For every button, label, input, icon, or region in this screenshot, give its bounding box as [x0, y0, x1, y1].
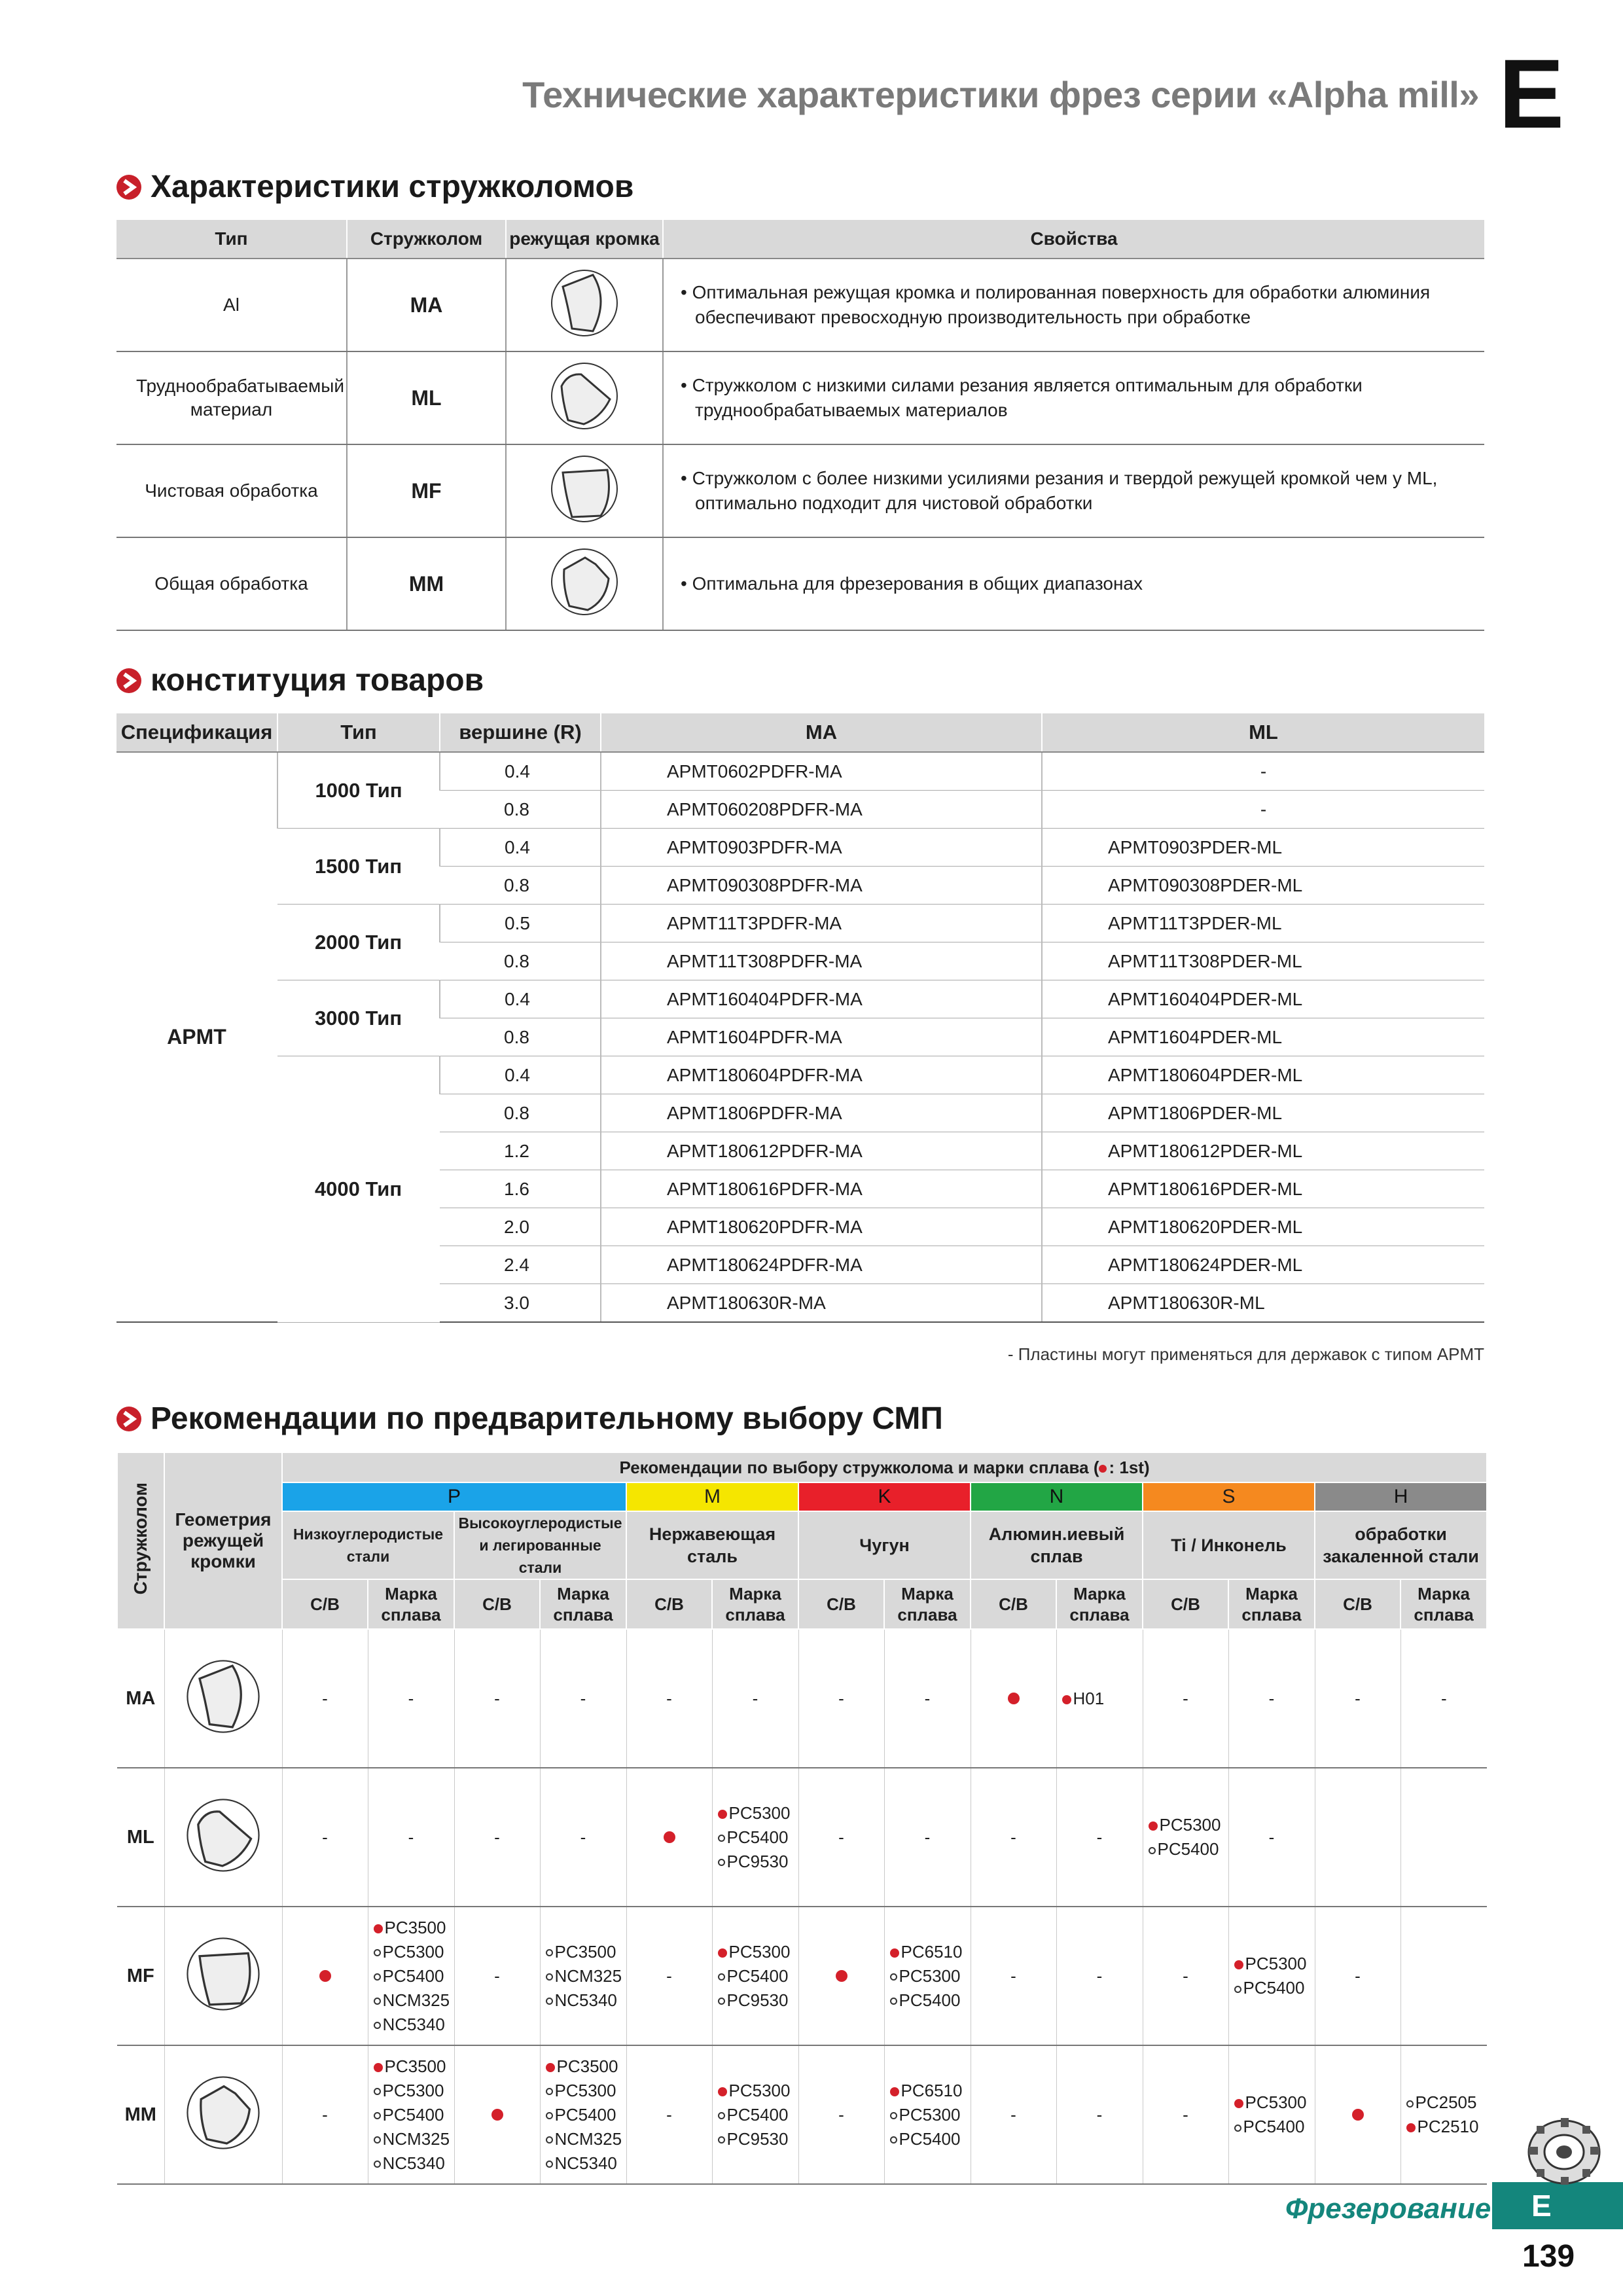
first-choice-dot-icon	[1234, 1960, 1243, 1969]
ma-code-cell: APMT180604PDFR-MA	[601, 1056, 1042, 1094]
chipbreaker-table	[116, 220, 1484, 631]
value-cell: -	[1056, 1907, 1143, 2045]
col-header-ma: MA	[601, 713, 1042, 752]
code-cell: MM	[347, 537, 506, 630]
table-row	[116, 980, 1484, 1018]
type-cell: 4000 Тип	[277, 1056, 440, 1323]
second-choice-ring-icon	[546, 2088, 553, 2095]
table-row	[116, 752, 1484, 791]
value-cell: -	[1143, 2045, 1228, 2184]
ml-code-cell: APMT11T3PDER-ML	[1042, 905, 1484, 942]
grade-cell	[884, 1907, 971, 2045]
properties-cell: • Стружколом с более низкими усилиями резания и твердой режущей кромкой чем у ML, оптимально подходит для чистовой обработки	[663, 444, 1484, 537]
footer-chapter-tab[interactable]: E	[1492, 2182, 1623, 2229]
grade-label: PC5400	[726, 1827, 789, 1847]
col-header-properties: Свойства	[663, 220, 1484, 259]
header-main: Рекомендации по выбору стружколома и марки сплава ( : 1st)	[282, 1452, 1487, 1482]
grade-label: PC5400	[726, 2104, 789, 2125]
grade-label: NCM325	[554, 1965, 622, 1986]
table-row	[116, 444, 1484, 537]
sub-header-grade: Марка сплава	[884, 1579, 971, 1629]
grade-label: H01	[1073, 1688, 1105, 1708]
material-header: Высокоуглеродистые и легированные стали	[454, 1511, 626, 1579]
table-row	[116, 259, 1484, 351]
second-choice-ring-icon	[890, 1998, 897, 2005]
grade-label: NCM325	[382, 2128, 450, 2149]
second-choice-ring-icon	[1234, 2125, 1241, 2132]
second-choice-ring-icon	[718, 1859, 725, 1866]
table-row	[116, 351, 1484, 444]
grade-cell	[368, 1907, 454, 2045]
col-header-cutting-edge: режущая кромка	[506, 220, 663, 259]
table-row	[116, 829, 1484, 867]
ml-code-cell: APMT090308PDER-ML	[1042, 867, 1484, 905]
grade-label: NC5340	[382, 2153, 445, 2173]
page-title: Технические характеристики фрез серии «Alpha mill»	[522, 74, 1479, 115]
type-cell: Труднообрабатываемый материал	[116, 351, 347, 444]
ma-code-cell: APMT060208PDFR-MA	[601, 791, 1042, 829]
grade-label: PC9530	[726, 2128, 789, 2149]
grade-label: PC5300	[728, 2080, 791, 2100]
first-choice-dot-icon	[1099, 1465, 1107, 1473]
value-cell: -	[1056, 2045, 1143, 2184]
second-choice-ring-icon	[1234, 1986, 1241, 1993]
second-choice-ring-icon	[718, 2112, 725, 2119]
code-cell: MA	[347, 259, 506, 351]
sub-header-cb: C/B	[1315, 1579, 1400, 1629]
second-choice-ring-icon	[374, 2161, 381, 2168]
value-cell: -	[798, 1629, 884, 1768]
value-cell: -	[971, 2045, 1056, 2184]
grade-label: PC3500	[556, 2056, 618, 2076]
ml-code-cell: -	[1042, 791, 1484, 829]
edge-mf-icon	[164, 1907, 282, 2045]
ml-code-cell: -	[1042, 752, 1484, 791]
ma-code-cell: APMT180616PDFR-MA	[601, 1170, 1042, 1208]
radius-cell: 0.8	[440, 942, 601, 980]
grade-label: NC5340	[382, 2014, 445, 2034]
edge-ml-icon	[164, 1768, 282, 1907]
material-header: обработки закаленной стали	[1315, 1511, 1487, 1579]
grade-cell	[540, 2045, 626, 2184]
grade-label: PC9530	[726, 1851, 789, 1871]
grade-cell	[1228, 2045, 1315, 2184]
value-cell: -	[1143, 1907, 1228, 2045]
grade-label: PC9530	[726, 1990, 789, 2010]
col-header-spec: Спецификация	[116, 713, 277, 752]
value-cell: -	[626, 2045, 712, 2184]
products-table	[116, 713, 1484, 1323]
sub-header-cb: C/B	[626, 1579, 712, 1629]
value-cell: -	[712, 1629, 798, 1768]
radius-cell: 2.4	[440, 1246, 601, 1284]
radius-cell: 0.4	[440, 752, 601, 791]
arrow-bullet-icon	[116, 1407, 141, 1431]
second-choice-ring-icon	[890, 1973, 897, 1981]
grade-label: PC5400	[1243, 1978, 1305, 1998]
second-choice-ring-icon	[546, 2136, 553, 2144]
edge-ma-icon	[164, 1629, 282, 1768]
value-cell: -	[540, 1768, 626, 1907]
first-choice-dot-icon	[546, 2063, 555, 2072]
col-header-ml: ML	[1042, 713, 1484, 752]
sub-header-grade: Марка сплава	[1228, 1579, 1315, 1629]
radius-cell: 0.4	[440, 980, 601, 1018]
second-choice-ring-icon	[374, 2112, 381, 2119]
second-choice-ring-icon	[718, 1835, 725, 1842]
grade-label: PC6510	[901, 1941, 963, 1962]
grade-cell	[712, 2045, 798, 2184]
first-choice-dot-icon	[890, 2087, 899, 2096]
ml-code-cell: APMT1806PDER-ML	[1042, 1094, 1484, 1132]
second-choice-ring-icon	[546, 2112, 553, 2119]
radius-cell: 0.4	[440, 1056, 601, 1094]
second-choice-ring-icon	[374, 2136, 381, 2144]
col-header-geometry: Геометрия режущей кромки	[164, 1452, 282, 1629]
sub-header-cb: C/B	[798, 1579, 884, 1629]
first-choice-dot-icon	[971, 1629, 1056, 1768]
arrow-bullet-icon	[116, 175, 141, 200]
second-choice-ring-icon	[374, 1949, 381, 1956]
second-choice-ring-icon	[890, 2136, 897, 2144]
grade-label: PC5400	[899, 1990, 961, 2010]
first-choice-dot-icon	[1234, 2099, 1243, 2108]
table-row	[117, 1629, 1487, 1768]
type-cell: 1000 Тип	[277, 752, 440, 829]
value-cell: -	[1143, 1629, 1228, 1768]
chipbreaker-cell: MF	[117, 1907, 164, 2045]
code-cell: MF	[347, 444, 506, 537]
first-choice-dot-icon	[718, 1948, 727, 1958]
group-m: M	[626, 1482, 798, 1511]
group-s: S	[1143, 1482, 1315, 1511]
value-cell: -	[884, 1768, 971, 1907]
value-cell: -	[368, 1768, 454, 1907]
value-cell	[1315, 1768, 1400, 1907]
properties-cell: • Оптимальная режущая кромка и полированная поверхность для обработки алюминия обеспечивают превосходную производительность при обработке	[663, 259, 1484, 351]
grade-label: PC5300	[1159, 1815, 1221, 1835]
sub-header-grade: Марка сплава	[1056, 1579, 1143, 1629]
value-cell: -	[626, 1907, 712, 2045]
radius-cell: 3.0	[440, 1284, 601, 1323]
value-cell	[1400, 1907, 1487, 2045]
group-p: P	[282, 1482, 626, 1511]
sub-header-cb: C/B	[971, 1579, 1056, 1629]
edge-ml-icon	[506, 351, 663, 444]
ml-code-cell: APMT180620PDER-ML	[1042, 1208, 1484, 1246]
second-choice-ring-icon	[546, 2161, 553, 2168]
type-cell: Al	[116, 259, 347, 351]
milling-cutter-icon	[1525, 2115, 1603, 2191]
edge-mm-icon	[164, 2045, 282, 2184]
col-header-type: Тип	[277, 713, 440, 752]
col-header-type: Тип	[116, 220, 347, 259]
grade-label: PC5400	[554, 2104, 616, 2125]
sub-header-grade: Марка сплава	[368, 1579, 454, 1629]
grade-label: PC5300	[1245, 2092, 1307, 2112]
ma-code-cell: APMT11T308PDFR-MA	[601, 942, 1042, 980]
table-row	[117, 1907, 1487, 2045]
value-cell: -	[1228, 1629, 1315, 1768]
second-choice-ring-icon	[890, 2112, 897, 2119]
ma-code-cell: APMT180624PDFR-MA	[601, 1246, 1042, 1284]
second-choice-ring-icon	[546, 1998, 553, 2005]
grade-label: PC5300	[728, 1803, 791, 1823]
second-choice-ring-icon	[718, 1973, 725, 1981]
value-cell: -	[1315, 1629, 1400, 1768]
first-choice-dot-icon	[282, 1907, 368, 2045]
ml-code-cell: APMT180624PDER-ML	[1042, 1246, 1484, 1284]
second-choice-ring-icon	[1149, 1847, 1156, 1854]
second-choice-ring-icon	[374, 2088, 381, 2095]
table-row	[116, 1056, 1484, 1094]
page-number: 139	[1522, 2239, 1575, 2274]
value-cell: -	[454, 1768, 540, 1907]
first-choice-dot-icon	[890, 1948, 899, 1958]
first-choice-dot-icon	[798, 1907, 884, 2045]
ma-code-cell: APMT1604PDFR-MA	[601, 1018, 1042, 1056]
section-title-products: конституция товаров	[116, 662, 484, 698]
grade-label: PC5400	[382, 1965, 444, 1986]
ma-code-cell: APMT1806PDFR-MA	[601, 1094, 1042, 1132]
second-choice-ring-icon	[374, 1973, 381, 1981]
ma-code-cell: APMT090308PDFR-MA	[601, 867, 1042, 905]
grade-label: NCM325	[382, 1990, 450, 2010]
grade-label: PC3500	[554, 1941, 616, 1962]
ma-code-cell: APMT180620PDFR-MA	[601, 1208, 1042, 1246]
edge-mf-icon	[506, 444, 663, 537]
ml-code-cell: APMT180604PDER-ML	[1042, 1056, 1484, 1094]
table-row	[116, 905, 1484, 942]
second-choice-ring-icon	[1406, 2100, 1414, 2108]
first-choice-dot-icon	[1406, 2123, 1416, 2132]
value-cell: -	[1400, 1629, 1487, 1768]
table-row	[116, 537, 1484, 630]
ml-code-cell: APMT1604PDER-ML	[1042, 1018, 1484, 1056]
table-row	[117, 1768, 1487, 1907]
col-header-radius: вершине (R)	[440, 713, 601, 752]
first-choice-dot-icon	[374, 1924, 383, 1933]
grade-label: PC3500	[384, 2056, 446, 2076]
grade-label: PC5400	[1157, 1839, 1219, 1859]
radius-cell: 2.0	[440, 1208, 601, 1246]
grade-label: PC2510	[1417, 2117, 1479, 2136]
ml-code-cell: APMT160404PDER-ML	[1042, 980, 1484, 1018]
type-cell: 1500 Тип	[277, 829, 440, 905]
material-header: Чугун	[798, 1511, 971, 1579]
sub-header-grade: Марка сплава	[540, 1579, 626, 1629]
grade-cell	[1143, 1768, 1228, 1907]
col-header-chipbreaker: Стружколом	[347, 220, 506, 259]
grade-label: PC5300	[1245, 1954, 1307, 1973]
recommendation-table	[116, 1452, 1488, 2185]
grade-cell	[712, 1907, 798, 2045]
col-header-chipbreaker: Стружколом	[117, 1452, 164, 1629]
ma-code-cell: APMT0903PDFR-MA	[601, 829, 1042, 867]
value-cell: -	[971, 1768, 1056, 1907]
ma-code-cell: APMT0602PDFR-MA	[601, 752, 1042, 791]
group-n: N	[971, 1482, 1143, 1511]
grade-label: PC6510	[901, 2080, 963, 2100]
first-choice-dot-icon	[1149, 1821, 1158, 1831]
value-cell: -	[368, 1629, 454, 1768]
section-title-chipbreakers: Характеристики стружколомов	[116, 169, 633, 205]
code-cell: ML	[347, 351, 506, 444]
properties-cell: • Стружколом с низкими силами резания является оптимальным для обработки труднообрабатываемых материалов	[663, 351, 1484, 444]
edge-ma-icon	[506, 259, 663, 351]
value-cell: -	[798, 2045, 884, 2184]
arrow-bullet-icon	[116, 668, 141, 693]
group-h: H	[1315, 1482, 1487, 1511]
chapter-letter: E	[1499, 39, 1565, 149]
value-cell: -	[1228, 1768, 1315, 1907]
sub-header-cb: C/B	[282, 1579, 368, 1629]
value-cell: -	[540, 1629, 626, 1768]
value-cell: -	[1056, 1768, 1143, 1907]
first-choice-dot-icon	[1315, 2045, 1400, 2184]
ml-code-cell: APMT180616PDER-ML	[1042, 1170, 1484, 1208]
first-choice-dot-icon	[374, 2063, 383, 2072]
material-header: Ti / Инконель	[1143, 1511, 1315, 1579]
grade-cell	[1228, 1907, 1315, 2045]
first-choice-dot-icon	[626, 1768, 712, 1907]
grade-label: PC5300	[728, 1941, 791, 1962]
type-cell: 3000 Тип	[277, 980, 440, 1056]
value-cell	[1400, 1768, 1487, 1907]
second-choice-ring-icon	[546, 1973, 553, 1981]
grade-label: PC5400	[726, 1965, 789, 1986]
radius-cell: 0.8	[440, 1018, 601, 1056]
value-cell: -	[1315, 1907, 1400, 2045]
ma-code-cell: APMT11T3PDFR-MA	[601, 905, 1042, 942]
radius-cell: 1.2	[440, 1132, 601, 1170]
second-choice-ring-icon	[374, 2022, 381, 2029]
chipbreaker-cell: ML	[117, 1768, 164, 1907]
radius-cell: 0.8	[440, 791, 601, 829]
material-header: Низкоуглеродистые стали	[282, 1511, 454, 1579]
value-cell: -	[282, 1768, 368, 1907]
group-k: K	[798, 1482, 971, 1511]
radius-cell: 1.6	[440, 1170, 601, 1208]
sub-header-grade: Марка сплава	[712, 1579, 798, 1629]
grade-label: PC5300	[382, 2080, 444, 2100]
radius-cell: 0.5	[440, 905, 601, 942]
spec-cell: APMT	[116, 752, 277, 1322]
ml-code-cell: APMT180630R-ML	[1042, 1284, 1484, 1323]
grade-label: PC2505	[1415, 2092, 1477, 2112]
ma-code-cell: APMT160404PDFR-MA	[601, 980, 1042, 1018]
chipbreaker-cell: MM	[117, 2045, 164, 2184]
type-cell: 2000 Тип	[277, 905, 440, 980]
material-header: Алюмин.иевый сплав	[971, 1511, 1143, 1579]
grade-cell	[1056, 1629, 1143, 1768]
radius-cell: 0.8	[440, 867, 601, 905]
type-cell: Общая обработка	[116, 537, 347, 630]
grade-label: NCM325	[554, 2128, 622, 2149]
value-cell: -	[798, 1768, 884, 1907]
footer-label: Фрезерование	[1285, 2193, 1491, 2225]
second-choice-ring-icon	[374, 1998, 381, 2005]
chipbreaker-cell: MA	[117, 1629, 164, 1768]
ma-code-cell: APMT180612PDFR-MA	[601, 1132, 1042, 1170]
grade-cell	[368, 2045, 454, 2184]
value-cell: -	[282, 1629, 368, 1768]
second-choice-ring-icon	[718, 1998, 725, 2005]
grade-label: PC5300	[899, 2104, 961, 2125]
grade-cell	[712, 1768, 798, 1907]
value-cell: -	[454, 1629, 540, 1768]
ml-code-cell: APMT0903PDER-ML	[1042, 829, 1484, 867]
grade-label: PC5300	[554, 2080, 616, 2100]
note-text: - Пластины могут применяться для державок с типом APMT	[1007, 1344, 1484, 1364]
grade-cell	[884, 2045, 971, 2184]
section-title-recommendations: Рекомендации по предварительному выбору СМП	[116, 1401, 943, 1437]
sub-header-grade: Марка сплава	[1400, 1579, 1487, 1629]
ma-code-cell: APMT180630R-MA	[601, 1284, 1042, 1323]
radius-cell: 0.4	[440, 829, 601, 867]
grade-label: PC5400	[1243, 2117, 1305, 2136]
value-cell: -	[626, 1629, 712, 1768]
material-header: Нержавеющая сталь	[626, 1511, 798, 1579]
ml-code-cell: APMT180612PDER-ML	[1042, 1132, 1484, 1170]
ml-code-cell: APMT11T308PDER-ML	[1042, 942, 1484, 980]
grade-label: PC3500	[384, 1917, 446, 1937]
grade-cell	[1400, 2045, 1487, 2184]
value-cell: -	[884, 1629, 971, 1768]
second-choice-ring-icon	[718, 2136, 725, 2144]
sub-header-cb: C/B	[1143, 1579, 1228, 1629]
first-choice-dot-icon	[718, 1810, 727, 1819]
sub-header-cb: C/B	[454, 1579, 540, 1629]
properties-cell: • Оптимальна для фрезерования в общих диапазонах	[663, 537, 1484, 630]
value-cell: -	[282, 2045, 368, 2184]
edge-mm-icon	[506, 537, 663, 630]
value-cell: -	[971, 1907, 1056, 2045]
table-row	[117, 2045, 1487, 2184]
grade-label: NC5340	[554, 1990, 617, 2010]
first-choice-dot-icon	[718, 2087, 727, 2096]
grade-cell	[540, 1907, 626, 2045]
value-cell: -	[454, 1907, 540, 2045]
first-choice-dot-icon	[1062, 1695, 1071, 1704]
grade-label: PC5400	[899, 2128, 961, 2149]
grade-label: NC5340	[554, 2153, 617, 2173]
grade-label: PC5300	[899, 1965, 961, 1986]
grade-label: PC5300	[382, 1941, 444, 1962]
grade-label: PC5400	[382, 2104, 444, 2125]
first-choice-dot-icon	[454, 2045, 540, 2184]
type-cell: Чистовая обработка	[116, 444, 347, 537]
radius-cell: 0.8	[440, 1094, 601, 1132]
second-choice-ring-icon	[546, 1949, 553, 1956]
